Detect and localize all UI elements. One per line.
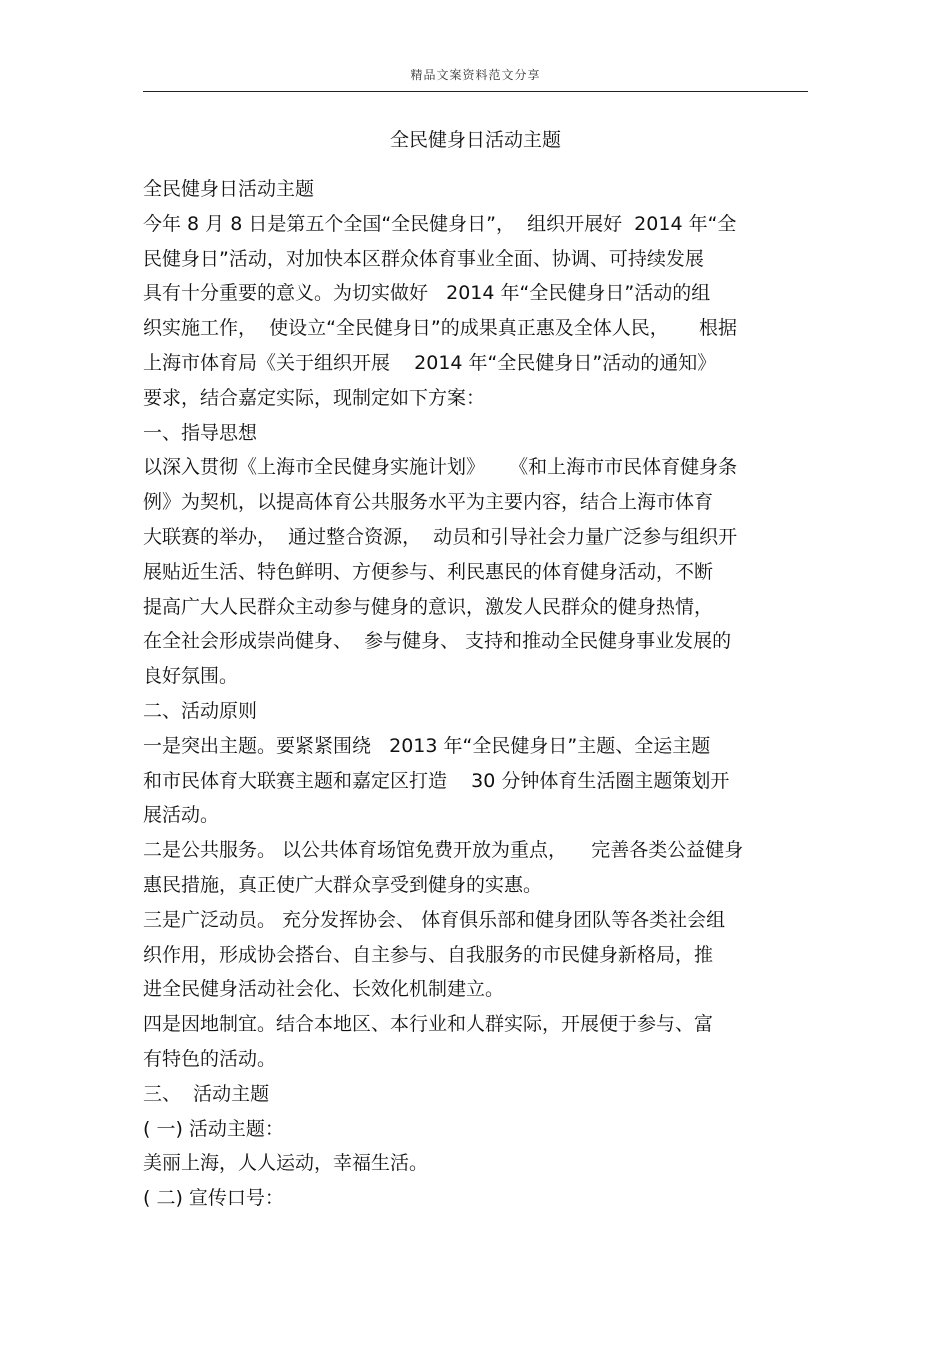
body-line: 展活动。	[143, 804, 220, 827]
body-line: 织实施工作， 使设立“全民健身日”的成果真正惠及全体人民， 根据	[143, 317, 737, 340]
body-line: 大联赛的举办， 通过整合资源， 动员和引导社会力量广泛参与组织开	[143, 525, 738, 548]
subsection-heading-theme: ( 一) 活动主题：	[143, 1117, 284, 1140]
body-line: 民健身日”活动，对加快本区群众体育事业全面、协调、可持续发展	[143, 247, 704, 270]
body-line: 进全民健身活动社会化、长效化机制建立。	[143, 978, 505, 1001]
body-line: 良好氛围。	[143, 665, 239, 688]
body-line: 具有十分重要的意义。为切实做好 2014 年“全民健身日”活动的组	[143, 282, 711, 305]
subsection-heading-slogan: ( 二) 宣传口号：	[143, 1187, 284, 1210]
body-line: 展贴近生活、特色鲜明、方便参与、利民惠民的体育健身活动，不断	[143, 560, 714, 583]
body-line: 上海市体育局《关于组织开展 2014 年“全民健身日”活动的通知》	[143, 351, 717, 374]
body-line: 二是公共服务。 以公共体育场馆免费开放为重点， 完善各类公益健身	[143, 839, 744, 862]
body-line: 四是因地制宜。结合本地区、本行业和人群实际，开展便于参与、富	[143, 1013, 714, 1036]
body-line: 一是突出主题。要紧紧围绕 2013 年“全民健身日”主题、全运主题	[143, 734, 711, 757]
document-title: 全民健身日活动主题	[389, 129, 561, 151]
header-divider	[143, 91, 808, 92]
body-line: 以深入贯彻《上海市全民健身实施计划》 《和上海市市民体育健身条	[143, 456, 738, 479]
body-line: 三是广泛动员。 充分发挥协会、 体育俱乐部和健身团队等各类社会组	[143, 908, 726, 931]
body-line: 美丽上海，人人运动，幸福生活。	[143, 1152, 429, 1175]
body-line: 在全社会形成崇尚健身、 参与健身、 支持和推动全民健身事业发展的	[143, 630, 732, 653]
section-heading-guiding-ideology: 一、指导思想	[143, 421, 258, 444]
body-line-subtitle: 全民健身日活动主题	[143, 178, 315, 200]
body-line: 有特色的活动。	[143, 1047, 277, 1070]
body-line: 要求，结合嘉定实际，现制定如下方案：	[143, 386, 486, 409]
body-line: 和市民体育大联赛主题和嘉定区打造 30 分钟体育生活圈主题策划开	[143, 769, 730, 792]
document-body	[143, 172, 813, 1216]
section-heading-activity-principles: 二、活动原则	[143, 699, 258, 722]
section-heading-activity-theme: 三、 活动主题	[143, 1082, 270, 1105]
page-header: 精品文案资料范文分享	[410, 68, 541, 82]
body-line: 织作用，形成协会搭台、自主参与、自我服务的市民健身新格局，推	[143, 943, 714, 966]
body-line: 提高广大人民群众主动参与健身的意识，激发人民群众的健身热情，	[143, 595, 714, 618]
body-line: 今年 8 月 8 日是第五个全国“全民健身日”， 组织开展好 2014 年“全	[143, 212, 737, 235]
body-line: 惠民措施，真正使广大群众享受到健身的实惠。	[143, 873, 543, 896]
body-line: 例》为契机，以提高体育公共服务水平为主要内容，结合上海市体育	[143, 491, 714, 514]
